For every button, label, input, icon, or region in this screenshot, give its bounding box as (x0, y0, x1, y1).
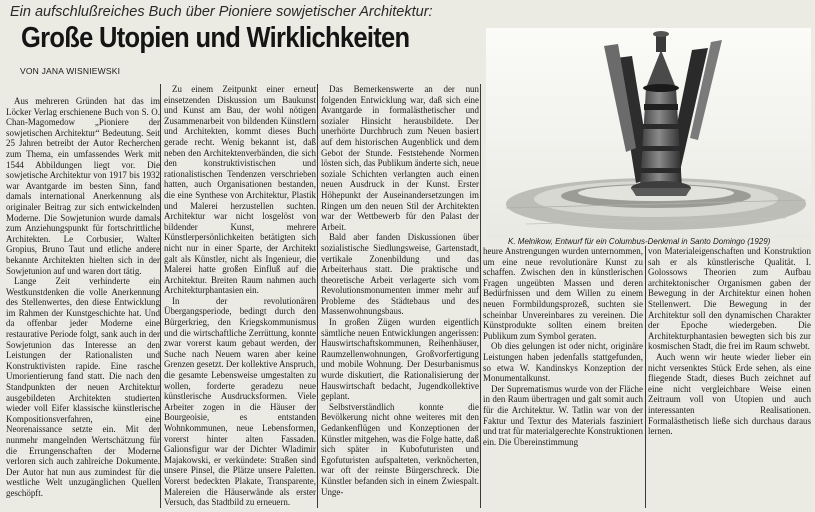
paragraph: Bald aber fanden Diskussionen über sozialistische Siedlungsweise, Gartenstadt, vertikale Zonenbildung und das Arbeiterhaus statt. Die praktische und theoretische Arbeit verlagerte sich vom Revolutionsmonumenten immer mehr auf Probleme des Städtebaus und des Massenwohnungsbaus. (321, 232, 479, 317)
paragraph: Ob dies gelungen ist oder nicht, originäre Leistungen haben jedenfalls stattgefunden, so etwa W. Kandinskys Konzeption der Monumentalkunst. (483, 341, 643, 384)
text-column-5 (648, 246, 811, 508)
column-divider (645, 246, 646, 508)
article-byline: VON JANA WISNIEWSKI (20, 66, 121, 76)
text-column-3 (321, 84, 479, 508)
paragraph: Lange Zeit verhinderte ein Westkunstdenken die volle Anerkennung des Stellenwertes, den diese Entwicklung im Rahmen der Kunstgeschichte hat. Und da offenbar jeder Moderne eine restaurative Periode folgt, sank auch in der Sowjetunion das Interesse an den Leistungen der Rationalisten und Konstruktivisten rapide. Eine rasche Umorientierung fand statt. Die nach den Standpunkten der neuen Architektur ausgebildeten Architekten studierten wieder voll Eifer klassische künstlerische Kompositionsverfahren, eine Neorenaissance setzte ein. Mit der nunmehr mangelnden Wertschätzung für die Errungenschaften der Moderne verloren sich auch zahlreiche Dokumente. Der Autor hat nun aus zumindest für die westliche Welt unzugänglichen Quellen geschöpft. (6, 276, 160, 498)
paragraph: Selbstverständlich konnte die Bevölkerung nicht ohne weiteres mit den Gedankenflügen und Konzeptionen der Künstler mitgehen, was die Folge hatte, daß sich später in Kubofuturisten und Egofuturisten aufspalteten, verknöcherten, war oft der reinste Bürgerschreck. Die Künstler befanden sich in einem Zwiespalt. Unge- (321, 401, 479, 497)
paragraph: In großen Zügen wurden eigentlich sämtliche neuen Entwicklungen angerissen: Hauswirtschaftskommunen, Reihenhäuser, Raumzellenwohnungen, Großvorfertigung und mobile Wohnung. Der Desurbanismus wurde diskutiert, die Rationalisierung der Hauswirtschaft bedacht, Jugendkollektive geplant. (321, 317, 479, 402)
paragraph: Zu einem Zeitpunkt einer erneut einsetzenden Diskussion um Baukunst und Kunst am Bau, der wohl nötigen Zusammenarbeit von bildenden Künstlern und Architekten, kommt dieses Buch gerade recht. Wenig bekannt ist, daß neben den Architektenverbänden, die sich den konstruktivistischen und rationalistischen Tendenzen verschrieben hatten, auch Organisationen bestanden, die eine Synthese von Architektur, Plastik und Malerei herzustellen suchten. Architektur war nicht losgelöst von bildender Kunst, mehrere Künstlerpersönlichkeiten betätigten sich nicht nur in einer Sparte, der Architekt galt als Künstler, nicht als Ingenieur, die Malerei hatte großen Einfluß auf die Architektur. Breiten Raum nahmen auch Architekturphantasien ein. (164, 84, 316, 296)
text-column-2 (164, 84, 316, 508)
columbus-monument-drawing (486, 28, 811, 239)
paragraph: von Materialeigenschaften und Konstruktion sah er als künstlerische Qualität. I. Golossows Theorien zum Aufbau architektonischer Organismen gaben der Bewegung in der Architektur einen hohen Stellenwert. Die Bewegung in der Architektur soll den dynamischen Charakter der Epoche wiedergeben. Die Architekturphantasien bewegten sich bis zur kosmischen Stadt, die frei im Raum schwebt. (648, 246, 811, 352)
paragraph: Aus mehreren Gründen hat das im Löcker Verlag erschienene Buch von S. O. Chan-Magomedow „Pioniere der sowjetischen Architektur“ Bedeutung. Seit 25 Jahren betreibt der Autor Recherchen zum Thema, ein umfassendes Werk mit 1544 Abbildungen liegt vor. Die sowjetische Architektur von 1917 bis 1932 war Avantgarde im besten Sinn, fand damals international Anerkennung als originaler Beitrag zur sich entwickelnden Moderne. Die Sowjetunion wurde damals zum Anziehungspunkt für fortschrittliche Architekten. Le Corbusier, Walter Gropius, Bruno Taut und etliche andere bekannte Architekten hielten sich in der Sowjetunion auf und waren dort tätig. (6, 96, 160, 276)
text-column-4 (483, 246, 643, 508)
paragraph: Das Bemerkenswerte an der nun folgenden Entwicklung war, daß sich eine Avantgarde in formalästhetischer und sozialer Hinsicht herausbildete. Der unerhörte Durchbruch zum Neuen basiert auf dem historischen Augenblick und dem Gebot der Stunde. Feststehende Normen lösten sich, das Publikum änderte sich, neue soziale Schichten verlangten auch einen neuen Ausdruck in der Kunst. Erster Höhepunkt der Auseinandersetzungen im Ringen um den neuen Stil der Architekten war der Wettbewerb für den Palast der Arbeit. (321, 84, 479, 232)
article-headline: Große Utopien und Wirklichkeiten (21, 22, 410, 54)
article-kicker: Ein aufschlußreiches Buch über Pioniere sowjetischer Architektur: (10, 4, 433, 20)
column-divider (480, 84, 481, 508)
text-column-1 (6, 96, 160, 508)
column-divider (317, 84, 318, 508)
paragraph: heure Anstrengungen wurden unternommen, um eine neue revolutionäre Kunst zu schaffen. Zwischen den in künstlerischen Fragen ungeübten Massen und deren Bedürfnissen und dem Willen zu einem neuen Formbildungsprozeß, suchten sie scheinbar Unvereinbares zu vereinen. Die Künstprodukte sollten einem breiten Publikum zum Symbol geraten. (483, 246, 643, 341)
paragraph: In der revolutionären Übergangsperiode, bedingt durch den Bürgerkrieg, den Kriegskommunismus und die wirtschaftliche Zerrüttung, konnte zwar vorerst kaum gebaut werden, der Suche nach Neuem waren aber keine Grenzen gesetzt. Der kollektive Anspruch, die gesamte Lebensweise umgestalten zu wollen, forderte geradezu neue künstlerische Ausdrucksformen. Viele Arbeiter zogen in die Häuser der Bourgeoisie, es entstanden Wohnkommunen, neue Lebensformen, vorerst hinter alten Fassaden. Galionsfigur war der Dichter Wladimir Majakowski, er verkündete: Straßen sind unsere Pinsel, die Plätze unsere Paletten. Vorerst bedeckten Plakate, Transparente, Malereien die Häuserwände als erster Versuch, das Stadtbild zu erneuern. (164, 295, 316, 508)
paragraph: Auch wenn wir heute wieder lieber ein nicht versenktes Stück Erde sehen, als eine fliegende Stadt, dieses Buch zeichnet auf eine nicht vergleichbare Weise einen Zeitraum voll von Utopien und auch interessanten Realisationen. Formalästhetisch ließe sich durchaus daraus lernen. (648, 351, 811, 437)
column-divider (160, 84, 161, 508)
photo-caption: K. Melnikow, Entwurf für ein Columbus-Denkmal in Santo Domingo (1929) (508, 237, 771, 246)
monument-photo (486, 28, 811, 239)
paragraph: Der Suprematismus wurde von der Fläche in den Raum übertragen und galt somit auch für die Architektur. W. Tatlin war von der Faktur und Textur des Materials fasziniert und trat für materialgerechte Konstruktionen ein. Die Übereinstimmung (483, 383, 643, 447)
